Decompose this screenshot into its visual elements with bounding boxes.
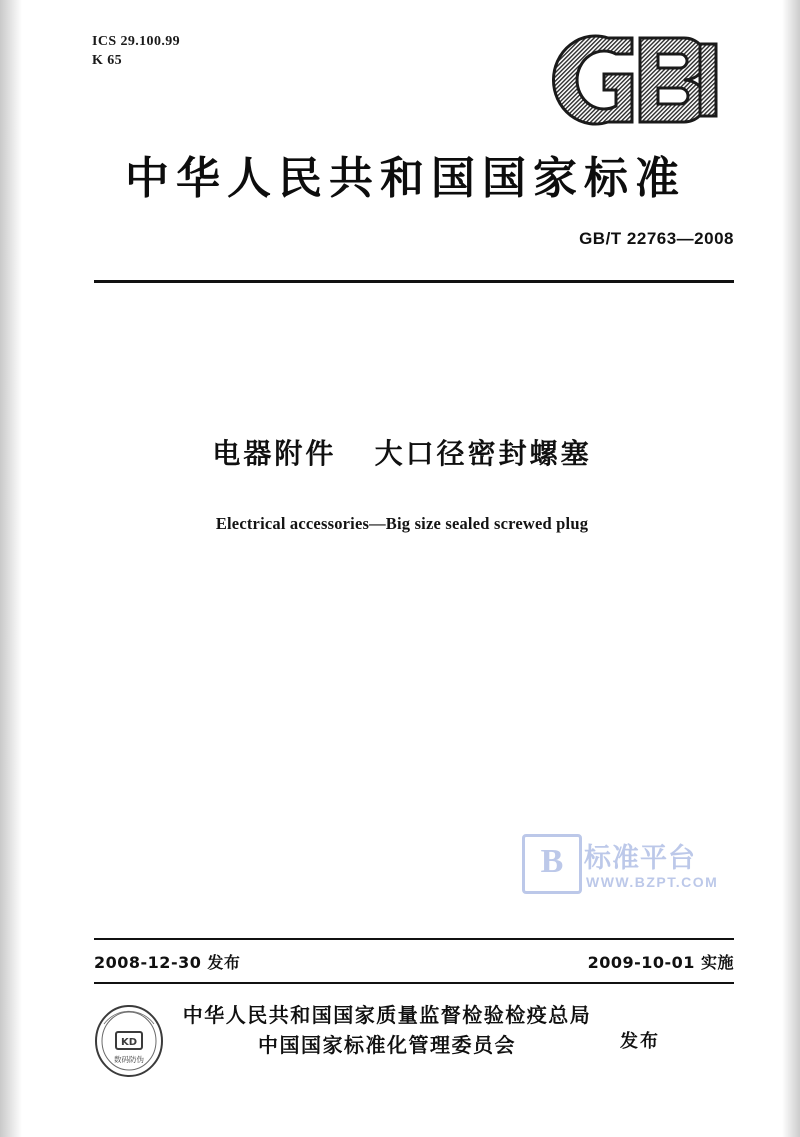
issue-date: 2008-12-30 发布 bbox=[94, 953, 241, 972]
header-divider bbox=[94, 280, 734, 283]
gb-emblem-icon bbox=[548, 28, 734, 132]
standard-number: GB/T 22763—2008 bbox=[579, 229, 734, 248]
svg-text:KD: KD bbox=[120, 1037, 138, 1048]
watermark-text: 标准平台 bbox=[584, 843, 696, 874]
implementation-date: 2009-10-01 实施 bbox=[587, 953, 734, 972]
ccs-code: K 65 bbox=[92, 53, 122, 68]
issuer-line-2: 中国国家标准化管理委员会 bbox=[258, 1033, 516, 1057]
title-chinese: 电器附件 大口径密封螺塞 bbox=[212, 437, 592, 470]
national-standard-title: 中华人民共和国国家标准 bbox=[125, 153, 686, 204]
footer-divider-top bbox=[94, 938, 734, 940]
watermark-url: WWW.BZPT.COM bbox=[586, 874, 719, 890]
issuer-line-1: 中华人民共和国国家质量监督检验检疫总局 bbox=[182, 1003, 592, 1027]
svg-text:数码防伪: 数码防伪 bbox=[114, 1055, 144, 1064]
publish-label: 发布 bbox=[620, 1031, 660, 1052]
ics-code: ICS 29.100.99 bbox=[92, 34, 181, 49]
watermark bbox=[522, 834, 772, 906]
issuer-block bbox=[172, 1000, 602, 1060]
page-sheet bbox=[22, 14, 782, 1123]
watermark-badge-icon: B bbox=[522, 834, 582, 894]
document-meta bbox=[92, 32, 180, 70]
anti-counterfeit-seal-icon bbox=[92, 1004, 166, 1078]
title-english: Electrical accessories—Big size sealed screwed plug bbox=[215, 514, 589, 533]
footer-divider-bottom bbox=[94, 982, 734, 984]
